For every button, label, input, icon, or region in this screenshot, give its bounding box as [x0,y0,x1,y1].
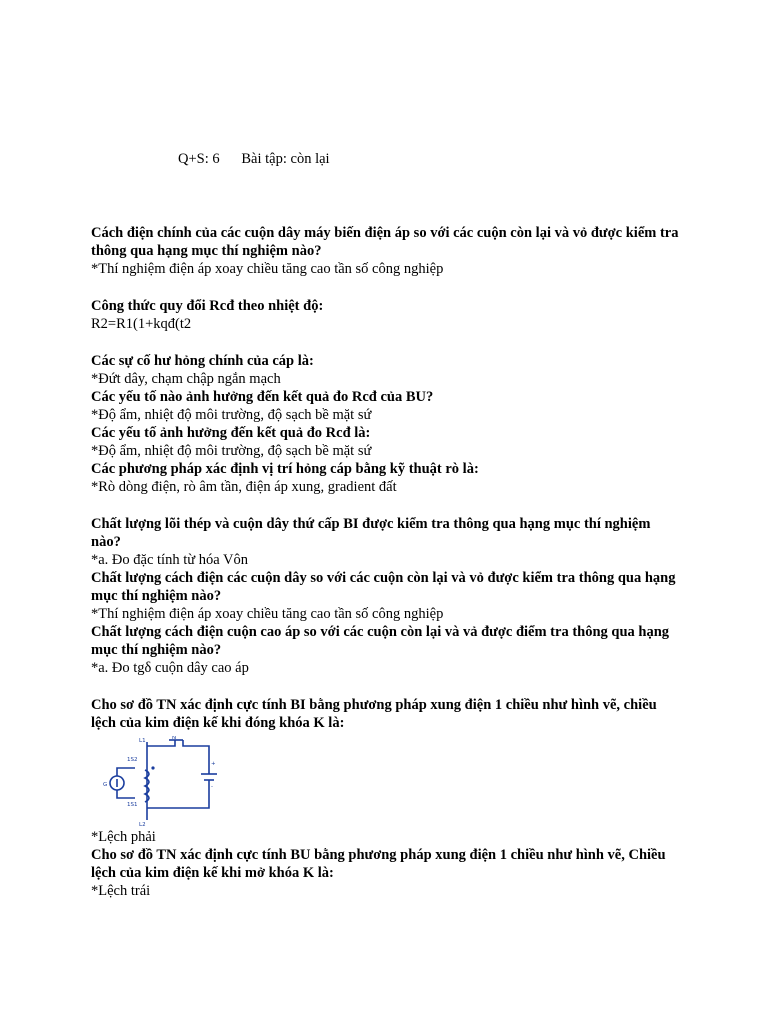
label-1s2: 1S2 [127,757,138,763]
qa-block [91,515,681,569]
answer: *Rò dòng điện, rò âm tần, điện áp xung, gradient đất [91,479,397,495]
qa-block [91,297,681,333]
qa-block [91,846,681,900]
label-n: N [172,736,177,741]
answer: *Đứt dây, chạm chập ngắn mạch [91,371,281,387]
page-header [178,150,330,168]
label-plus: + [211,761,216,767]
answer: *Thí nghiệm điện áp xoay chiều tăng cao tần số công nghiệp [91,261,444,277]
question: Chất lượng lõi thép và cuộn dây thứ cấp BI được kiểm tra thông qua hạng mục thí nghiệm nào? [91,516,651,550]
galvanometer-lead-top [117,768,135,776]
question: Công thức quy đổi Rcđ theo nhiệt độ: [91,298,324,314]
answer: *Thí nghiệm điện áp xoay chiều tăng cao tần số công nghiệp [91,606,444,622]
answer: *Lệch phải [91,829,156,845]
bottom-wire [147,780,209,808]
circuit-diagram [91,736,681,828]
question: Các phương pháp xác định vị trí hỏng cáp bằng kỹ thuật rò là: [91,461,479,477]
question: Các yếu tố nào ảnh hưởng đến kết quả đo Rcđ của BU? [91,389,434,405]
question: Các sự cố hư hỏng chính của cáp là: [91,353,314,369]
label-l1: L1 [139,738,146,744]
qa-block [91,696,681,846]
exercise-label: Bài tập: còn lại [241,151,330,167]
question: Chất lượng cách điện các cuộn dây so với các cuộn còn lại và vỏ được kiểm tra thông qua hạng mục thí nghiệm nào? [91,570,676,604]
document-body [91,224,681,900]
question: Cách điện chính của các cuộn dây máy biến điện áp so với các cuộn còn lại và vỏ được kiểm tra thông qua hạng mục thí nghiệm nào? [91,225,679,259]
qa-block [91,224,681,278]
top-wire [183,740,209,774]
qa-block [91,424,681,460]
switch-lead [147,740,175,746]
qa-block [91,460,681,496]
question: Cho sơ đồ TN xác định cực tính BU bằng phương pháp xung điện 1 chiều như hình vẽ, Chiều lệch của kim điện kế khi mở khóa K là: [91,847,666,881]
label-g: G [103,782,108,788]
answer: R2=R1(1+kqđ(t2 [91,316,192,332]
answer: *Lệch trái [91,883,151,899]
qa-block [91,352,681,388]
question: Cho sơ đồ TN xác định cực tính BI bằng phương pháp xung điện 1 chiều như hình vẽ, chiều lệch của kim điện kế khi đóng khóa K là: [91,697,657,731]
question: Chất lượng cách điện cuộn cao áp so với các cuộn còn lại và vả được điểm tra thông qua hạng mục thí nghiệm nào? [91,624,670,658]
circuit-wires [110,740,217,820]
galvanometer-lead-bottom [117,790,135,798]
answer: *a. Đo đặc tính từ hóa Vôn [91,552,248,568]
answer: *a. Đo tgδ cuộn dây cao áp [91,660,249,676]
polarity-circuit-svg [91,736,231,828]
label-minus: - [211,784,213,790]
answer: *Độ ẩm, nhiệt độ môi trường, độ sạch bề mặt sứ [91,443,372,459]
question: Các yếu tố ảnh hưởng đến kết quả đo Rcđ là: [91,425,371,441]
label-1s1: 1S1 [127,802,138,808]
qs-count: Q+S: 6 [178,151,220,167]
label-l2: L2 [139,822,146,828]
qa-block [91,623,681,677]
qa-block [91,569,681,623]
answer: *Độ ẩm, nhiệt độ môi trường, độ sạch bề mặt sứ [91,407,372,423]
polarity-dot [151,766,154,769]
qa-block [91,388,681,424]
